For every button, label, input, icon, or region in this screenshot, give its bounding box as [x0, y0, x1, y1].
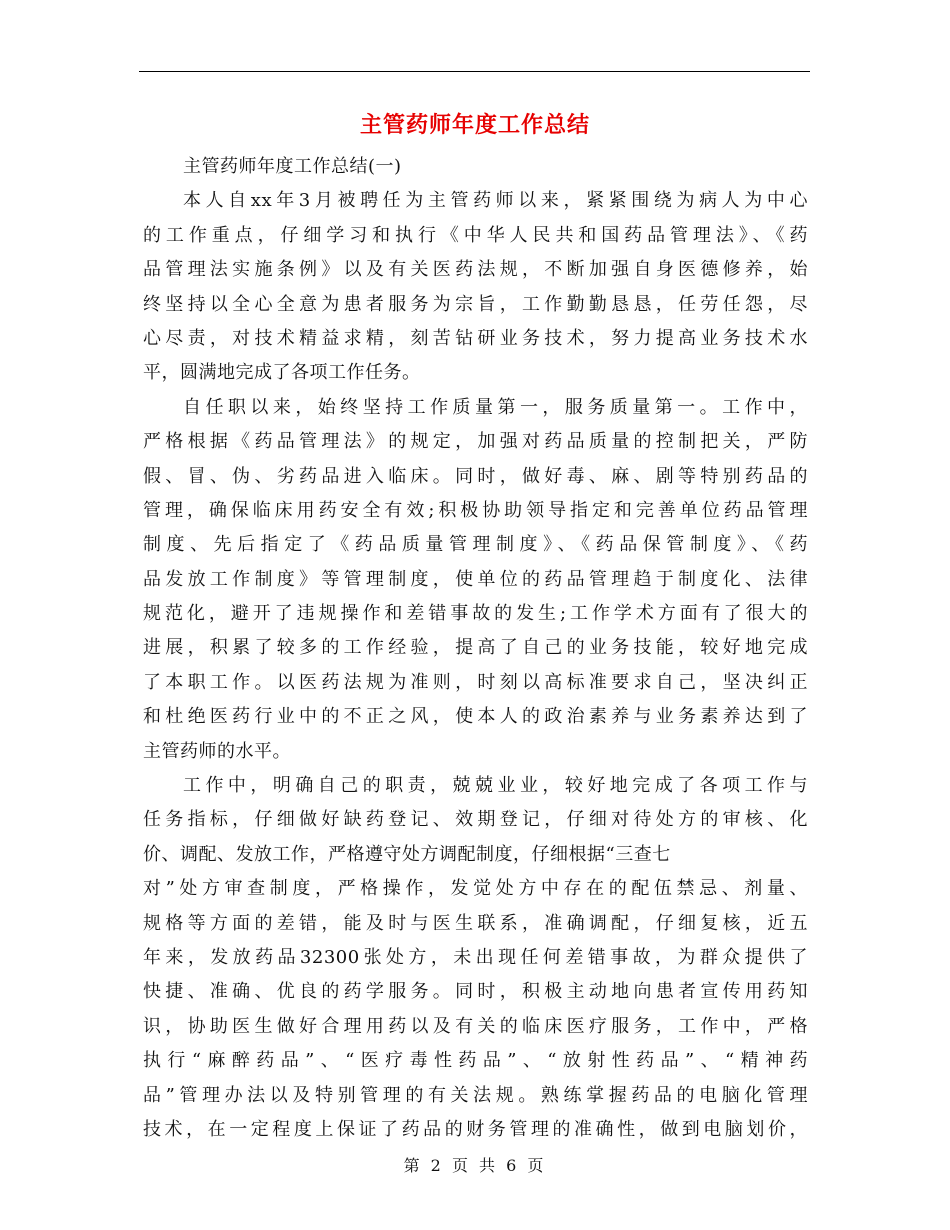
- paragraph-line: 主管药师的水平。: [143, 740, 291, 762]
- subtitle-line: 主管药师年度工作总结(一): [183, 156, 402, 177]
- paragraph-line: 了本职工作。以医药法规为准则，时刻以高标准要求自己，坚决纠正: [143, 671, 808, 693]
- paragraph-line: 年来，发放药品32300张处方，未出现任何差错事故，为群众提供了: [143, 946, 808, 968]
- page-number: 第 2 页 共 6 页: [403, 1156, 547, 1175]
- paragraph-line: 技术，在一定程度上保证了药品的财务管理的准确性，做到电脑划价，: [143, 1118, 808, 1140]
- paragraph-line: 进展，积累了较多的工作经验，提高了自己的业务技能，较好地完成: [143, 637, 808, 659]
- paragraph-line: 假、冒、伪、劣药品进入临床。同时，做好毒、麻、剧等特别药品的: [143, 465, 808, 487]
- paragraph-line: 管理，确保临床用药安全有效;积极协助领导指定和完善单位药品管理: [143, 499, 808, 521]
- paragraph-line: 识，协助医生做好合理用药以及有关的临床医疗服务，工作中，严格: [143, 1015, 808, 1037]
- paragraph-line: 品”管理办法以及特别管理的有关法规。熟练掌握药品的电脑化管理: [143, 1084, 808, 1106]
- paragraph-line: 平，圆满地完成了各项工作任务。: [143, 362, 421, 384]
- paragraph-line: 的工作重点，仔细学习和执行《中华人民共和国药品管理法》、《药: [143, 224, 808, 246]
- paragraph-line: 规格等方面的差错，能及时与医生联系，准确调配，仔细复核，近五: [143, 912, 808, 934]
- paragraph-line: 严格根据《药品管理法》的规定，加强对药品质量的控制把关，严防: [143, 431, 808, 453]
- header-rule: [139, 71, 810, 72]
- document-body: [143, 150, 808, 1147]
- paragraph-line: 自任职以来，始终坚持工作质量第一，服务质量第一。工作中，: [183, 396, 808, 418]
- paragraph-line: 价、调配、发放工作，严格遵守处方调配制度，仔细根据“三查七: [143, 843, 671, 865]
- paragraph-line: 终坚持以全心全意为患者服务为宗旨，工作勤勤恳恳，任劳任怨，尽: [143, 293, 808, 315]
- paragraph-line: 制度、先后指定了《药品质量管理制度》、《药品保管制度》、《药: [143, 534, 808, 556]
- paragraph-line: 和杜绝医药行业中的不正之风，使本人的政治素养与业务素养达到了: [143, 706, 808, 728]
- document-title: 主管药师年度工作总结: [359, 113, 590, 138]
- paragraph-line: 规范化，避开了违规操作和差错事故的发生;工作学术方面有了很大的: [143, 603, 808, 625]
- paragraph-line: 任务指标，仔细做好缺药登记、效期登记，仔细对待处方的审核、化: [143, 809, 808, 831]
- paragraph-line: 执行“麻醉药品”、“医疗毒性药品”、“放射性药品”、“精神药: [143, 1050, 808, 1072]
- paragraph-line: 本人自xx年3月被聘任为主管药师以来，紧紧围绕为病人为中心: [183, 190, 808, 212]
- paragraph-line: 心尽责，对技术精益求精，刻苦钻研业务技术，努力提高业务技术水: [143, 327, 808, 349]
- paragraph-line: 工作中，明确自己的职责，兢兢业业，较好地完成了各项工作与: [183, 775, 808, 797]
- paragraph-line: 对”处方审查制度，严格操作，发觉处方中存在的配伍禁忌、剂量、: [143, 878, 808, 900]
- paragraph-line: 品发放工作制度》等管理制度，使单位的药品管理趋于制度化、法律: [143, 568, 808, 590]
- paragraph-line: 快捷、准确、优良的药学服务。同时，积极主动地向患者宣传用药知: [143, 981, 808, 1003]
- paragraph-line: 品管理法实施条例》以及有关医药法规，不断加强自身医德修养，始: [143, 259, 808, 281]
